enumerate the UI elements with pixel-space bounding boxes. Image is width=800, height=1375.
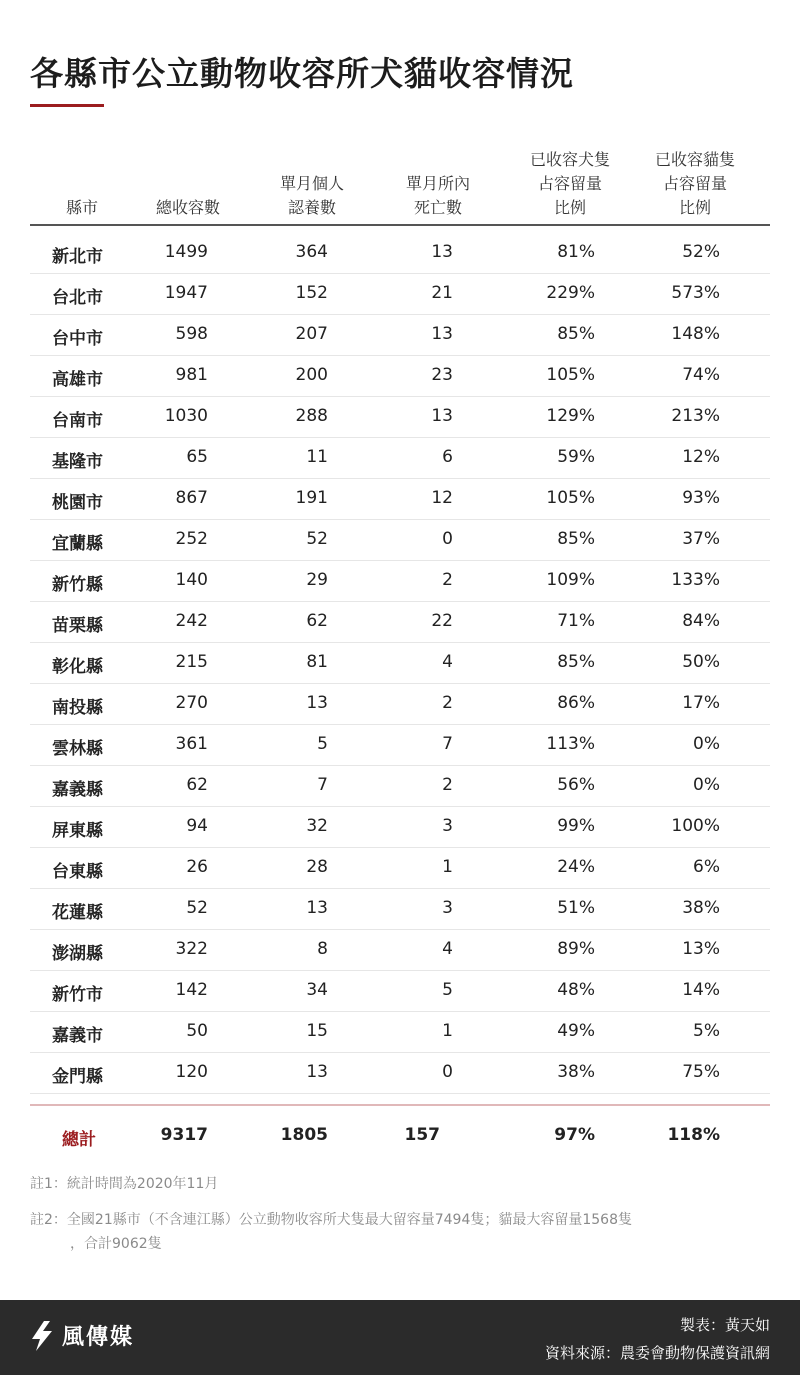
cell-city: 新竹縣 [52,575,103,595]
cell-capacity: 1947 [164,283,208,303]
cell-cat-ratio: 17% [682,693,720,713]
cell-cat-ratio: 573% [671,283,720,303]
cell-deaths: 13 [431,242,453,262]
table-row [30,356,770,397]
cell-adoptions: 34 [306,980,328,1000]
cell-city: 雲林縣 [52,739,103,759]
cell-deaths: 13 [431,324,453,344]
cell-cat-ratio: 13% [682,939,720,959]
cell-adoptions: 200 [295,365,328,385]
cell-cat-ratio: 52% [682,242,720,262]
cell-adoptions: 13 [306,898,328,918]
table-row [30,397,770,438]
cell-adoptions: 62 [306,611,328,631]
cell-adoptions: 8 [317,939,328,959]
footnotes [30,1172,770,1256]
cell-city: 台中市 [52,329,103,349]
cell-city: 花蓮縣 [52,903,103,923]
cell-city: 新北市 [52,247,103,267]
cell-cat-ratio: 100% [671,816,720,836]
header-adoptions: 單月個人 認養數 [279,174,344,217]
cell-deaths: 2 [442,775,453,795]
cell-dog-ratio: 85% [557,529,595,549]
cell-dog-ratio: 105% [546,365,595,385]
cell-cat-ratio: 75% [682,1062,720,1082]
cell-dog-ratio: 85% [557,324,595,344]
cell-capacity: 322 [175,939,208,959]
table-row [30,561,770,602]
cell-adoptions: 11 [306,447,328,467]
cell-city: 金門縣 [52,1067,103,1087]
header-deaths: 單月所內 死亡數 [405,174,470,217]
cell-deaths: 2 [442,693,453,713]
cell-deaths: 2 [442,570,453,590]
credit-maker: 製表：黃天如 [679,1316,770,1334]
cell-adoptions: 13 [306,1062,328,1082]
footer-bar [0,1300,800,1375]
cell-deaths: 7 [442,734,453,754]
cell-city: 澎湖縣 [52,944,103,964]
table-row [30,848,770,889]
brand-name: 風傳媒 [62,1325,135,1350]
cell-dog-ratio: 56% [557,775,595,795]
cell-city: 嘉義市 [52,1026,103,1046]
table-row [30,274,770,315]
cell-adoptions: 13 [306,693,328,713]
cell-capacity: 215 [175,652,208,672]
cell-dog-ratio: 59% [557,447,595,467]
cell-city: 南投縣 [52,698,103,718]
cell-cat-ratio: 93% [682,488,720,508]
cell-deaths: 1 [442,857,453,877]
table-row [30,725,770,766]
cell-deaths: 4 [442,652,453,672]
cell-adoptions: 32 [306,816,328,836]
cell-capacity: 120 [175,1062,208,1082]
cell-cat-ratio: 0% [693,775,720,795]
cell-dog-ratio: 89% [557,939,595,959]
cell-dog-ratio: 81% [557,242,595,262]
cell-dog-ratio: 48% [557,980,595,1000]
cell-deaths: 13 [431,406,453,426]
cell-cat-ratio: 50% [682,652,720,672]
cell-cat-ratio: 14% [682,980,720,1000]
cell-deaths: 4 [442,939,453,959]
cell-cat-ratio: 5% [693,1021,720,1041]
table-row [30,889,770,930]
cell-city: 桃園市 [52,493,103,513]
total-label: 總計 [62,1130,96,1150]
header-dog-ratio: 已收容犬隻 占容留量 比例 [529,150,610,217]
cell-dog-ratio: 105% [546,488,595,508]
cell-deaths: 23 [431,365,453,385]
note-2: 註2：全國21縣市（不含連江縣）公立動物收容所犬隻最大留容量7494隻；貓最大容留量1568隻 [30,1212,632,1228]
cell-city: 台南市 [52,411,103,431]
cell-city: 宜蘭縣 [52,534,103,554]
table-row [30,684,770,725]
cell-capacity: 242 [175,611,208,631]
cell-capacity: 598 [175,324,208,344]
header-city: 縣市 [65,198,98,217]
cell-adoptions: 15 [306,1021,328,1041]
cell-city: 嘉義縣 [52,780,103,800]
cell-capacity: 1030 [164,406,208,426]
cell-capacity: 50 [186,1021,208,1041]
cell-dog-ratio: 229% [546,283,595,303]
header-cat-ratio: 已收容貓隻 占容留量 比例 [654,150,735,217]
cell-capacity: 26 [186,857,208,877]
cell-capacity: 867 [175,488,208,508]
cell-dog-ratio: 109% [546,570,595,590]
cell-dog-ratio: 38% [557,1062,595,1082]
cell-capacity: 270 [175,693,208,713]
cell-capacity: 361 [175,734,208,754]
cell-dog-ratio: 71% [557,611,595,631]
cell-adoptions: 191 [295,488,328,508]
table-row [30,766,770,807]
cell-city: 苗栗縣 [52,616,103,636]
cell-adoptions: 288 [295,406,328,426]
table-row [30,1012,770,1053]
cell-deaths: 22 [431,611,453,631]
table-row [30,520,770,561]
cell-capacity: 94 [186,816,208,836]
cell-capacity: 252 [175,529,208,549]
cell-cat-ratio: 213% [671,406,720,426]
cell-dog-ratio: 99% [557,816,595,836]
total-divider [30,1104,770,1106]
cell-cat-ratio: 0% [693,734,720,754]
cell-deaths: 3 [442,816,453,836]
cell-adoptions: 7 [317,775,328,795]
total-capacity: 9317 [160,1125,208,1145]
header-capacity: 總收容數 [155,198,220,217]
table-row [30,971,770,1012]
cell-city: 屏東縣 [52,821,103,841]
credit-source: 資料來源：農委會動物保護資訊網 [544,1344,770,1362]
table-row [30,643,770,684]
cell-adoptions: 364 [295,242,328,262]
cell-deaths: 0 [442,529,453,549]
cell-deaths: 21 [431,283,453,303]
cell-adoptions: 52 [306,529,328,549]
cell-adoptions: 81 [306,652,328,672]
cell-dog-ratio: 86% [557,693,595,713]
table-row [30,602,770,643]
cell-city: 新竹市 [52,985,103,1005]
total-adoptions: 1805 [280,1125,328,1145]
table-row [30,233,770,274]
note-1: 註1：統計時間為2020年11月 [30,1176,219,1192]
cell-city: 台東縣 [52,862,103,882]
page-title: 各縣市公立動物收容所犬貓收容情況 [30,54,574,93]
cell-city: 台北市 [52,288,103,308]
cell-capacity: 1499 [164,242,208,262]
cell-dog-ratio: 49% [557,1021,595,1041]
cell-city: 彰化縣 [52,657,103,677]
cell-city: 高雄市 [52,370,103,390]
table-row [30,315,770,356]
total-cat-ratio: 118% [667,1125,720,1145]
table-row [30,807,770,848]
total-row [30,1116,770,1156]
cell-dog-ratio: 129% [546,406,595,426]
table-row [30,930,770,971]
cell-dog-ratio: 113% [546,734,595,754]
cell-adoptions: 28 [306,857,328,877]
cell-capacity: 981 [175,365,208,385]
cell-deaths: 0 [442,1062,453,1082]
table-body [30,233,770,1094]
cell-deaths: 3 [442,898,453,918]
cell-cat-ratio: 148% [671,324,720,344]
cell-cat-ratio: 74% [682,365,720,385]
table-row [30,1053,770,1094]
cell-cat-ratio: 6% [693,857,720,877]
cell-deaths: 5 [442,980,453,1000]
note-2-continued: ，合計9062隻 [70,1236,162,1252]
title-underline [30,104,104,107]
cell-deaths: 1 [442,1021,453,1041]
cell-adoptions: 29 [306,570,328,590]
cell-capacity: 142 [175,980,208,1000]
cell-cat-ratio: 12% [682,447,720,467]
cell-adoptions: 152 [295,283,328,303]
total-dog-ratio: 97% [554,1125,595,1145]
cell-capacity: 62 [186,775,208,795]
cell-dog-ratio: 85% [557,652,595,672]
table-header [0,130,800,220]
cell-deaths: 6 [442,447,453,467]
cell-capacity: 65 [186,447,208,467]
table-row [30,479,770,520]
cell-capacity: 52 [186,898,208,918]
cell-deaths: 12 [431,488,453,508]
cell-adoptions: 5 [317,734,328,754]
cell-cat-ratio: 133% [671,570,720,590]
cell-dog-ratio: 24% [557,857,595,877]
cell-adoptions: 207 [295,324,328,344]
cell-city: 基隆市 [52,452,103,472]
brand-logo [30,1320,134,1351]
cell-dog-ratio: 51% [557,898,595,918]
storm-logo-icon [30,1321,54,1351]
total-deaths: 157 [404,1125,440,1145]
cell-cat-ratio: 84% [682,611,720,631]
cell-cat-ratio: 37% [682,529,720,549]
cell-capacity: 140 [175,570,208,590]
header-divider [30,224,770,226]
table-row [30,438,770,479]
cell-cat-ratio: 38% [682,898,720,918]
